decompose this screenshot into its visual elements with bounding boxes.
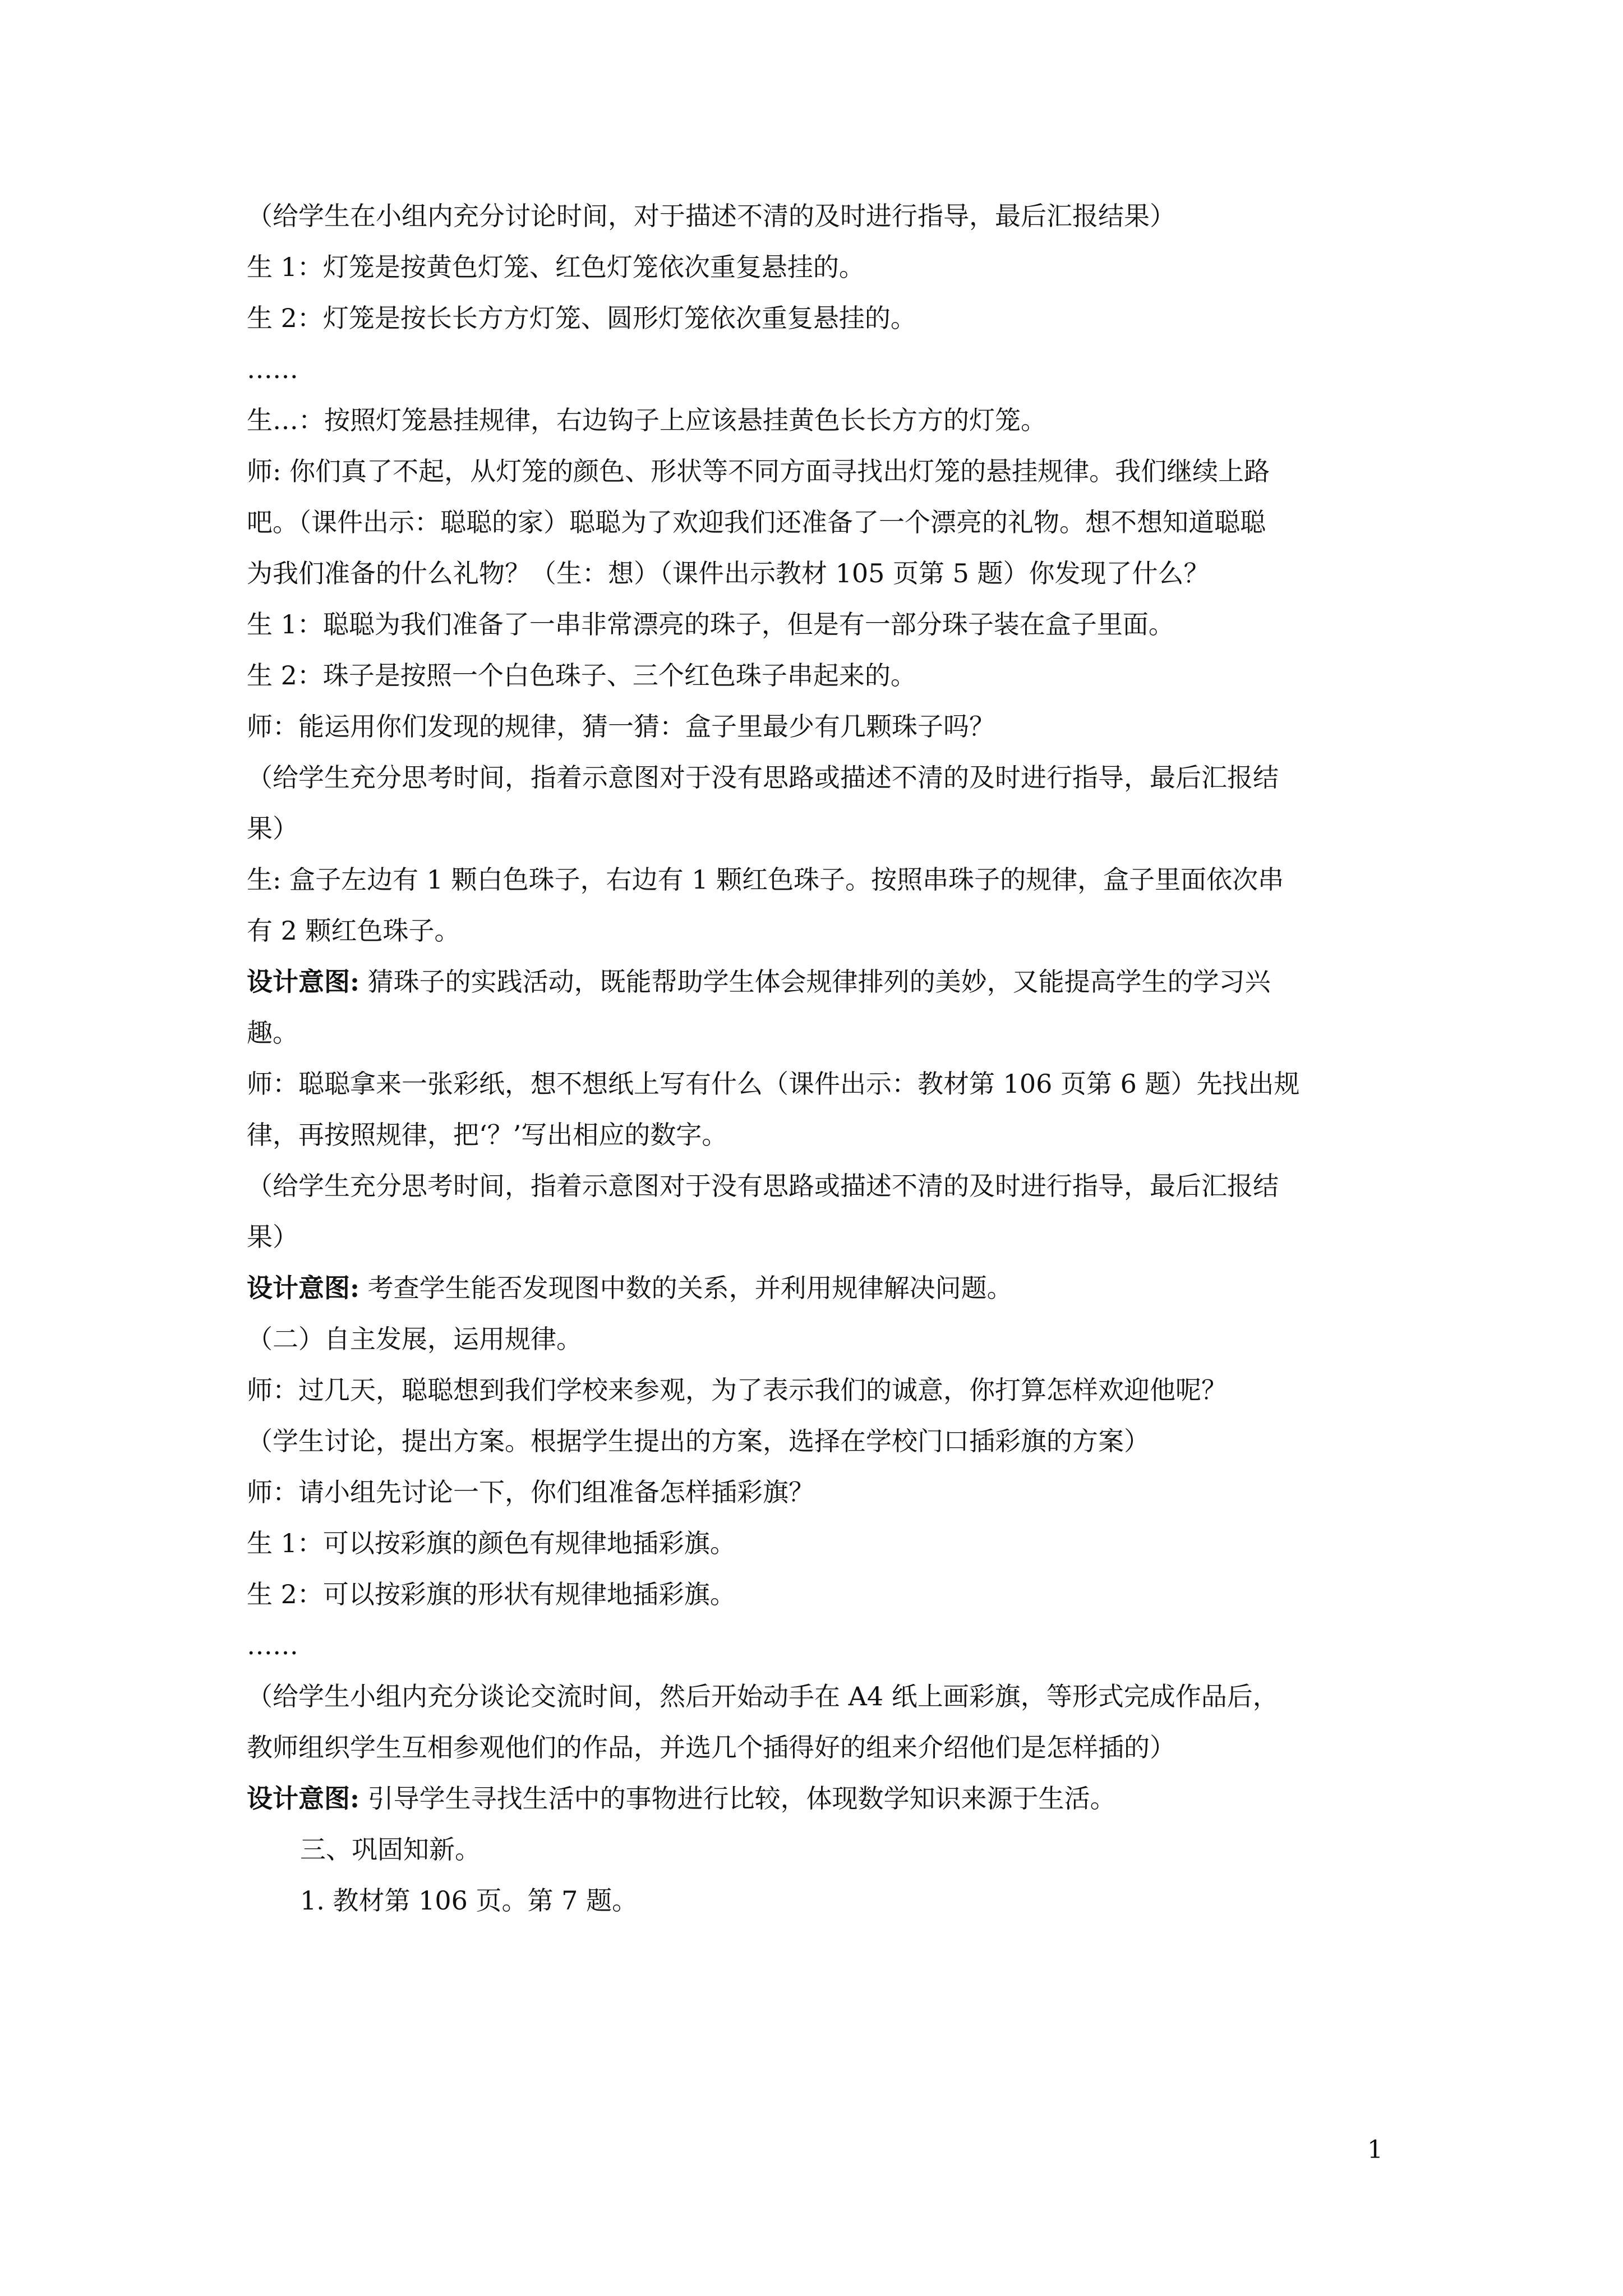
text-line [247,191,1396,242]
line-text: 生…：按照灯笼悬挂规律，右边钩子上应该悬挂黄色长长方方的灯笼。 [247,405,1046,435]
text-line [247,1007,1396,1059]
text-line [247,599,1396,650]
line-text: 生 2：可以按彩旗的形状有规律地插彩旗。 [247,1579,736,1609]
line-text: 1. 教材第 106 页。第 7 题。 [300,1885,638,1916]
text-line [247,1161,1396,1212]
design-intent-label: 设计意图: [247,1273,359,1303]
line-text: （给学生充分思考时间，指着示意图对于没有思路或描述不清的及时进行指导，最后汇报结 [247,1171,1279,1201]
text-line [247,497,1396,548]
text-line [247,905,1396,956]
text-line [247,1824,1396,1875]
text-line [247,1518,1396,1569]
text-line [247,1059,1396,1110]
line-text: 有 2 颗红色珠子。 [247,915,460,946]
line-text: 生 1：灯笼是按黄色灯笼、红色灯笼依次重复悬挂的。 [247,252,865,282]
text-line [247,548,1396,599]
line-text: 生 2：灯笼是按长长方方灯笼、圆形灯笼依次重复悬挂的。 [247,303,916,333]
line-text: 生: 盒子左边有 1 颗白色珠子，右边有 1 颗红色珠子。按照串珠子的规律，盒子里面依次串 [247,864,1284,895]
document-body [247,191,1396,1926]
design-intent-label: 设计意图: [247,967,359,997]
line-text: 果） [247,813,298,844]
text-line [247,752,1396,803]
line-text: 果） [247,1222,298,1252]
line-text: 为我们准备的什么礼物？（生：想）（课件出示教材 105 页第 5 题）你发现了什么？ [247,558,1210,588]
line-text: 吧。（课件出示：聪聪的家）聪聪为了欢迎我们还准备了一个漂亮的礼物。想不想知道聪聪 [247,507,1266,537]
text-line [247,803,1396,854]
line-text: 三、巩固知新。 [300,1834,481,1865]
line-text: 生 1：可以按彩旗的颜色有规律地插彩旗。 [247,1528,736,1558]
text-line [247,1620,1396,1671]
text-line [247,1110,1396,1161]
design-intent-label: 设计意图: [247,1783,359,1814]
text-line [247,1722,1396,1773]
text-line [247,1416,1396,1467]
line-text: 师：能运用你们发现的规律，猜一猜：盒子里最少有几颗珠子吗？ [247,711,995,742]
line-text: 引导学生寻找生活中的事物进行比较，体现数学知识来源于生活。 [359,1783,1116,1814]
text-line [247,293,1396,344]
line-text: （给学生在小组内充分讨论时间，对于描述不清的及时进行指导，最后汇报结果） [247,201,1175,231]
text-line [247,650,1396,701]
text-line [247,854,1396,905]
text-line [247,446,1396,497]
text-line [247,1569,1396,1620]
text-line [247,1467,1396,1518]
line-text: 教师组织学生互相参观他们的作品，并选几个插得好的组来介绍他们是怎样插的） [247,1732,1175,1763]
text-line [247,1314,1396,1365]
line-text: 生 1：聪聪为我们准备了一串非常漂亮的珠子，但是有一部分珠子装在盒子里面。 [247,609,1174,639]
text-line [247,1365,1396,1416]
page-number: 1 [1367,2136,1383,2164]
line-text: 师: 你们真了不起，从灯笼的颜色、形状等不同方面寻找出灯笼的悬挂规律。我们继续上路 [247,456,1270,486]
line-text: 师：请小组先讨论一下，你们组准备怎样插彩旗？ [247,1477,814,1507]
line-text: （给学生小组内充分谈论交流时间，然后开始动手在 A4 纸上画彩旗，等形式完成作品后， [247,1681,1279,1711]
line-text: 师：过几天，聪聪想到我们学校来参观，为了表示我们的诚意，你打算怎样欢迎他呢？ [247,1375,1227,1405]
line-text: 猜珠子的实践活动，既能帮助学生体会规律排列的美妙，又能提高学生的学习兴 [359,967,1271,997]
text-line [247,242,1396,293]
line-text: 师：聪聪拿来一张彩纸，想不想纸上写有什么（课件出示：教材第 106 页第 6 题）先找出规 [247,1069,1300,1099]
line-text: 趣。 [247,1018,298,1048]
line-text: 生 2：珠子是按照一个白色珠子、三个红色珠子串起来的。 [247,660,916,691]
line-text: （二）自主发展，运用规律。 [247,1324,582,1354]
line-text: …… [247,354,298,384]
text-line [247,701,1396,752]
line-text: （学生讨论，提出方案。根据学生提出的方案，选择在学校门口插彩旗的方案） [247,1426,1150,1456]
text-line [247,1212,1396,1263]
line-text: 考查学生能否发现图中数的关系，并利用规律解决问题。 [359,1273,1013,1303]
text-line [247,395,1396,446]
line-text: （给学生充分思考时间，指着示意图对于没有思路或描述不清的及时进行指导，最后汇报结 [247,762,1279,793]
line-text: …… [247,1630,298,1660]
text-line [247,344,1396,395]
text-line [247,1263,1396,1314]
line-text: 律，再按照规律，把‘？’写出相应的数字。 [247,1120,728,1150]
text-line [247,1875,1396,1926]
text-line [247,956,1396,1007]
text-line [247,1671,1396,1722]
text-line [247,1773,1396,1824]
